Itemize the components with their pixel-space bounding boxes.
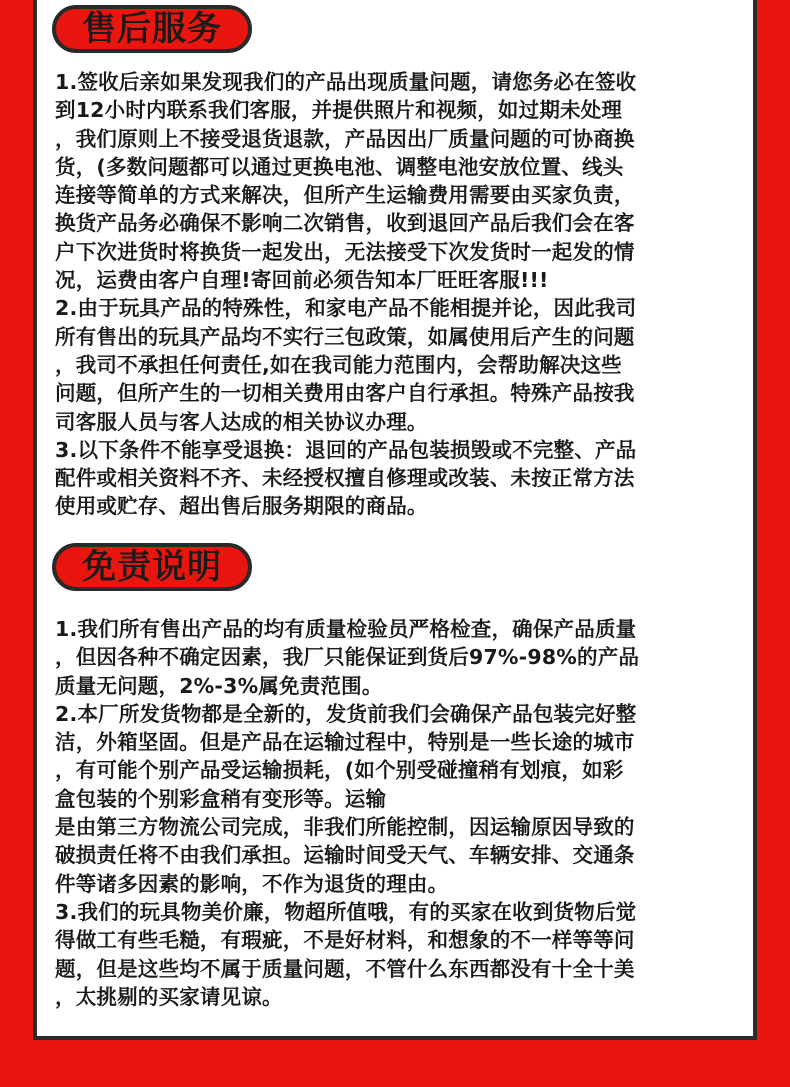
text-line: 问题，但所产生的一切相关费用由客户自行承担。特殊产品按我 bbox=[55, 381, 635, 406]
text-line: 配件或相关资料不齐、未经授权擅自修理或改装、未按正常方法 bbox=[55, 466, 635, 491]
text-line: ，我们原则上不接受退货退款，产品因出厂质量问题的可协商换 bbox=[55, 126, 635, 151]
text-line: ，但因各种不确定因素，我厂只能保证到货后97%-98%的产品 bbox=[55, 645, 640, 670]
text-line: 题，但是这些均不属于质量问题，不管什么东西都没有十全十美 bbox=[55, 956, 635, 981]
text-line: 3.以下条件不能享受退换：退回的产品包装损毁或不完整、产品 bbox=[55, 437, 637, 462]
text-line: 到12小时内联系我们客服，并提供照片和视频，如过期未处理 bbox=[55, 98, 623, 123]
text-line: 件等诸多因素的影响，不作为退货的理由。 bbox=[55, 871, 449, 896]
text-line: 洁，外箱坚固。但是产品在运输过程中，特别是一些长途的城市 bbox=[55, 730, 635, 755]
text-line: 货，(多数问题都可以通过更换电池、调整电池安放位置、线头 bbox=[55, 154, 624, 179]
after-sales-text bbox=[55, 68, 735, 521]
text-line: 2.由于玩具产品的特殊性，和家电产品不能相提并论，因此我司 bbox=[55, 296, 637, 321]
text-line: 换货产品务必确保不影响二次销售，收到退回产品后我们会在客 bbox=[55, 211, 635, 236]
text-line: 2.本厂所发货物都是全新的，发货前我们会确保产品包装完好整 bbox=[55, 701, 637, 726]
text-line: 司客服人员与客人达成的相关协议办理。 bbox=[55, 409, 428, 434]
disclaimer-text bbox=[55, 615, 735, 1011]
text-line: 得做工有些毛糙，有瑕疵，不是好材料，和想象的不一样等等问 bbox=[55, 928, 635, 953]
text-line: 户下次进货时将换货一起发出，无法接受下次发货时一起发的情 bbox=[55, 239, 635, 264]
text-line: 连接等简单的方式来解决，但所产生运输费用需要由买家负责， bbox=[55, 183, 635, 208]
text-line: 况，运费由客户自理!寄回前必须告知本厂旺旺客服!!! bbox=[55, 268, 549, 293]
text-line: 所有售出的玩具产品均不实行三包政策，如属使用后产生的问题 bbox=[55, 324, 635, 349]
text-line: ，我司不承担任何责任,如在我司能力范围内，会帮助解决这些 bbox=[55, 352, 622, 377]
text-line: 1.我们所有售出产品的均有质量检验员严格检查，确保产品质量 bbox=[55, 617, 637, 641]
text-line: 3.我们的玩具物美价廉，物超所值哦，有的买家在收到货物后觉 bbox=[55, 899, 637, 924]
text-line: 质量无问题，2%-3%属免责范围。 bbox=[55, 673, 383, 698]
text-line: 使用或贮存、超出售后服务期限的商品。 bbox=[55, 494, 428, 519]
text-line: 是由第三方物流公司完成，非我们所能控制，因运输原因导致的 bbox=[55, 815, 635, 840]
disclaimer-title: 免责说明 bbox=[52, 543, 252, 591]
after-sales-title: 售后服务 bbox=[52, 5, 252, 53]
text-line: 盒包装的个别彩盒稍有变形等。运输 bbox=[55, 786, 387, 811]
text-line: ，太挑剔的买家请见谅。 bbox=[55, 984, 283, 1009]
text-line: 破损责任将不由我们承担。运输时间受天气、车辆安排、交通条 bbox=[55, 843, 635, 868]
text-line: 1.签收后亲如果发现我们的产品出现质量问题，请您务必在签收 bbox=[55, 70, 637, 94]
text-line: ，有可能个别产品受运输损耗，(如个别受碰撞稍有划痕，如彩 bbox=[55, 758, 624, 783]
